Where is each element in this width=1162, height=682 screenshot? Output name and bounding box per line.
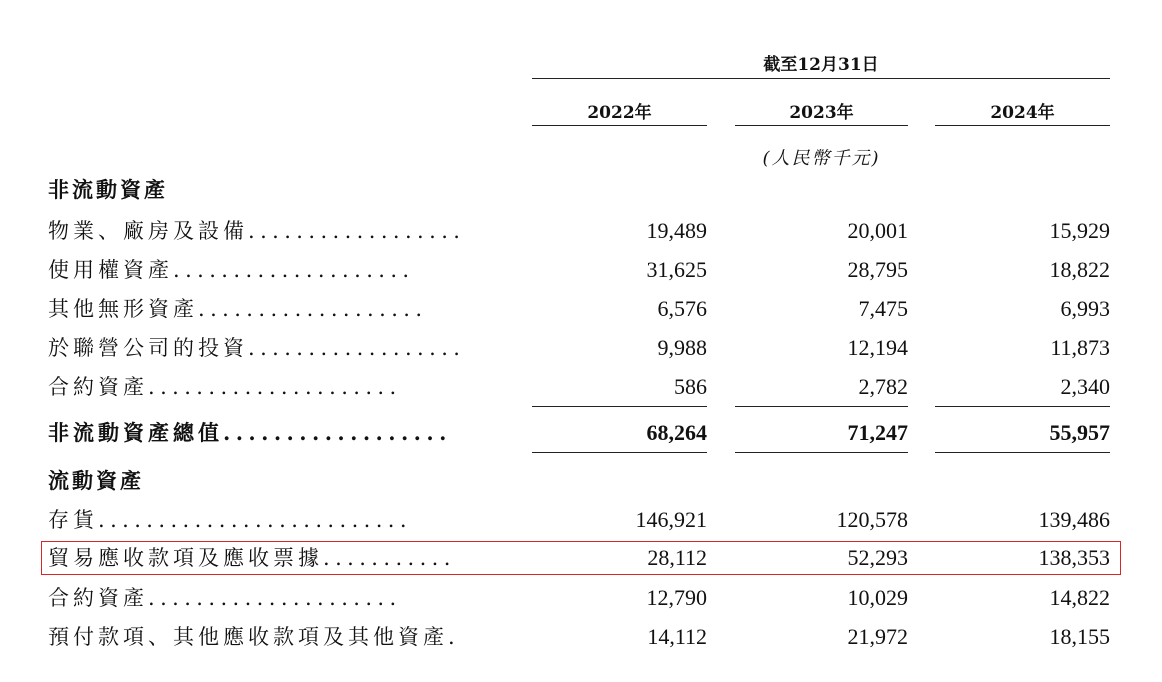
year-2024-header: 2024年 [990, 103, 1055, 123]
year-2024-rule [935, 125, 1110, 126]
value-2022: 31,625 [646, 257, 707, 282]
value-2023: 12,194 [847, 335, 908, 360]
value-2023: 21,972 [847, 624, 908, 649]
subtotal-rule-2023 [735, 406, 908, 407]
section-current [0, 463, 1162, 499]
total-rule-2024 [935, 452, 1110, 453]
total-row [0, 415, 1162, 451]
section-title: 非流動資產 [48, 177, 168, 202]
total-label: 非流動資產總值 [48, 420, 223, 445]
value-2022: 28,112 [647, 545, 707, 570]
value-2023: 28,795 [847, 257, 908, 282]
unit-label: (人民幣千元) [762, 148, 881, 169]
year-2023-header: 2023年 [789, 103, 854, 123]
leader-dots: ..................... [148, 375, 402, 399]
table-row [0, 291, 1162, 327]
value-2024: 6,993 [1060, 296, 1110, 321]
value-2022: 146,921 [635, 507, 707, 532]
value-2023: 120,578 [836, 507, 908, 532]
section-non-current [0, 172, 1162, 208]
table-row [0, 619, 1162, 655]
value-2023: 10,029 [847, 585, 908, 610]
value-2024: 14,822 [1049, 585, 1110, 610]
table-row [0, 580, 1162, 616]
row-label: 合約資產 [48, 586, 148, 610]
section-title: 流動資產 [48, 468, 144, 493]
leader-dots: ........... [323, 546, 456, 570]
leader-dots: .......................... [98, 508, 412, 532]
total-2023: 71,247 [847, 420, 908, 445]
leader-dots: .................. [223, 420, 452, 445]
table-row [0, 213, 1162, 249]
year-2023-rule [735, 125, 908, 126]
leader-dots: .................. [248, 219, 466, 243]
year-2022-rule [532, 125, 707, 126]
table-row-highlighted [0, 540, 1162, 576]
table-row [0, 369, 1162, 405]
value-2024: 18,155 [1049, 624, 1110, 649]
row-label: 貿易應收款項及應收票據 [48, 546, 323, 570]
value-2022: 9,988 [657, 335, 707, 360]
value-2023: 7,475 [858, 296, 908, 321]
value-2024: 2,340 [1060, 374, 1110, 399]
value-2022: 586 [674, 374, 707, 399]
row-label: 存貨 [48, 508, 98, 532]
value-2024: 11,873 [1050, 335, 1110, 360]
period-header: 截至12月31日 [763, 55, 879, 75]
row-label: 合約資產 [48, 375, 148, 399]
row-label: 物業、廠房及設備 [48, 219, 248, 243]
leader-dots: ................... [198, 297, 428, 321]
value-2022: 14,112 [647, 624, 707, 649]
row-label: 於聯營公司的投資 [48, 336, 248, 360]
table-row [0, 502, 1162, 538]
value-2023: 20,001 [847, 218, 908, 243]
total-rule-2022 [532, 452, 707, 453]
row-label: 其他無形資產 [48, 297, 198, 321]
value-2024: 138,353 [1038, 545, 1110, 570]
total-2022: 68,264 [646, 420, 707, 445]
value-2024: 18,822 [1049, 257, 1110, 282]
total-2024: 55,957 [1049, 420, 1110, 445]
row-label: 預付款項、其他應收款項及其他資產 [48, 625, 448, 649]
value-2022: 12,790 [646, 585, 707, 610]
leader-dots: .................. [248, 336, 466, 360]
year-2022-header: 2022年 [587, 103, 652, 123]
row-label: 使用權資產 [48, 258, 173, 282]
leader-dots: ..................... [148, 586, 402, 610]
value-2023: 2,782 [858, 374, 908, 399]
value-2022: 6,576 [657, 296, 707, 321]
value-2022: 19,489 [646, 218, 707, 243]
table-row [0, 330, 1162, 366]
leader-dots: .................... [173, 258, 415, 282]
table-row [0, 252, 1162, 288]
value-2023: 52,293 [847, 545, 908, 570]
leader-dots: . [448, 625, 461, 649]
value-2024: 139,486 [1038, 507, 1110, 532]
value-2024: 15,929 [1049, 218, 1110, 243]
period-rule [532, 78, 1110, 79]
total-rule-2023 [735, 452, 908, 453]
subtotal-rule-2022 [532, 406, 707, 407]
subtotal-rule-2024 [935, 406, 1110, 407]
